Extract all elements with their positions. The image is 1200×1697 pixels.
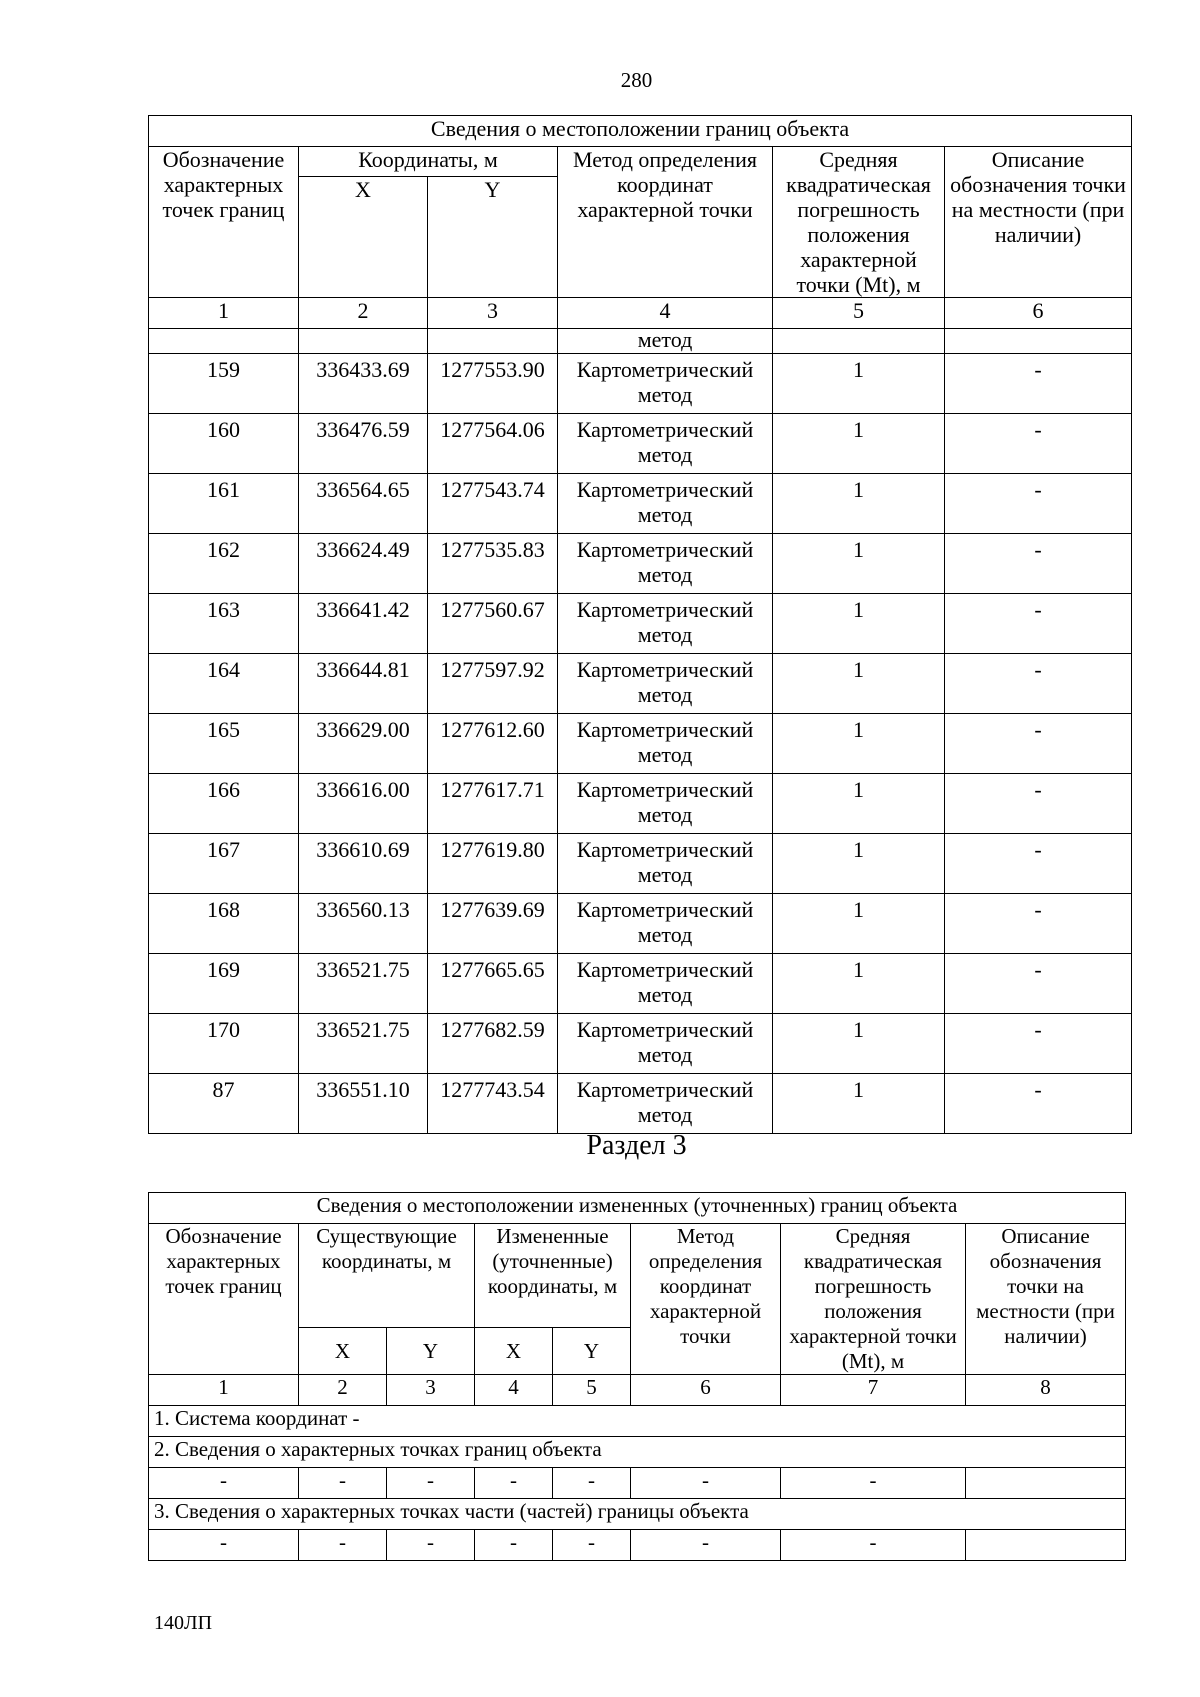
table-row [149, 954, 1132, 1014]
coord-x: 336551.10 [299, 1074, 428, 1134]
dash-cell: - [387, 1530, 475, 1561]
coord-x: 336433.69 [299, 354, 428, 414]
coord-x: 336644.81 [299, 654, 428, 714]
t2-header-x2: X [475, 1328, 553, 1375]
mt-value: 1 [773, 1074, 945, 1134]
frag-cell [945, 329, 1132, 354]
frag-cell [428, 329, 558, 354]
table-row [149, 594, 1132, 654]
dash-cell: - [299, 1468, 387, 1499]
method: Картометрический метод [558, 894, 773, 954]
dash-cell [966, 1530, 1126, 1561]
coord-x: 336624.49 [299, 534, 428, 594]
mt-value: 1 [773, 594, 945, 654]
frag-cell [149, 329, 299, 354]
t2-header-changed: Измененные (уточненные) координаты, м [475, 1224, 631, 1328]
coord-x: 336476.59 [299, 414, 428, 474]
point-id: 162 [149, 534, 299, 594]
t2-header-y2: Y [553, 1328, 631, 1375]
dash-cell [966, 1468, 1126, 1499]
method: Картометрический метод [558, 594, 773, 654]
dash-cell: - [475, 1468, 553, 1499]
description: - [945, 894, 1132, 954]
method: Картометрический метод [558, 954, 773, 1014]
dash-cell: - [149, 1530, 299, 1561]
table-row [149, 714, 1132, 774]
table-row [149, 774, 1132, 834]
t2-header-point-designation: Обозначение характерных точек границ [149, 1224, 299, 1375]
mt-value: 1 [773, 834, 945, 894]
mt-value: 1 [773, 954, 945, 1014]
table2-title: Сведения о местоположении измененных (уточненных) границ объекта [149, 1193, 1126, 1224]
point-id: 164 [149, 654, 299, 714]
header-y: Y [428, 177, 558, 298]
coord-y: 1277560.67 [428, 594, 558, 654]
column-number: 6 [945, 298, 1132, 329]
coord-y: 1277612.60 [428, 714, 558, 774]
point-id: 170 [149, 1014, 299, 1074]
coord-y: 1277617.71 [428, 774, 558, 834]
mt-value: 1 [773, 354, 945, 414]
table-row [149, 654, 1132, 714]
table-row [149, 834, 1132, 894]
dash-cell: - [631, 1468, 781, 1499]
coord-y: 1277665.65 [428, 954, 558, 1014]
method: Картометрический метод [558, 534, 773, 594]
description: - [945, 714, 1132, 774]
mt-value: 1 [773, 714, 945, 774]
coord-x: 336629.00 [299, 714, 428, 774]
footer-code: 140ЛП [154, 1612, 213, 1634]
column-number: 3 [387, 1375, 475, 1406]
dash-cell: - [553, 1530, 631, 1561]
coord-x: 336564.65 [299, 474, 428, 534]
t2-header-y1: Y [387, 1328, 475, 1375]
mt-value: 1 [773, 414, 945, 474]
header-x: X [299, 177, 428, 298]
table-row [149, 414, 1132, 474]
method: Картометрический метод [558, 654, 773, 714]
table-row [149, 534, 1132, 594]
method: Картометрический метод [558, 1014, 773, 1074]
method: Картометрический метод [558, 474, 773, 534]
t2-header-existing: Существующие координаты, м [299, 1224, 475, 1328]
t2-header-method: Метод определения координат характерной точки [631, 1224, 781, 1375]
table-row [149, 354, 1132, 414]
method: Картометрический метод [558, 414, 773, 474]
coord-x: 336560.13 [299, 894, 428, 954]
coord-x: 336616.00 [299, 774, 428, 834]
point-id: 161 [149, 474, 299, 534]
table-row [149, 474, 1132, 534]
row-parts-info: 3. Сведения о характерных точках части (частей) границы объекта [149, 1499, 1126, 1530]
column-number: 4 [558, 298, 773, 329]
description: - [945, 414, 1132, 474]
point-id: 169 [149, 954, 299, 1014]
mt-value: 1 [773, 1014, 945, 1074]
point-id: 163 [149, 594, 299, 654]
column-number: 2 [299, 1375, 387, 1406]
dash-cell: - [475, 1530, 553, 1561]
point-id: 160 [149, 414, 299, 474]
t2-header-mt: Средняя квадратическая погрешность положения характерной точки (Mt), м [781, 1224, 966, 1375]
description: - [945, 654, 1132, 714]
method: Картометрический метод [558, 1074, 773, 1134]
mt-value: 1 [773, 774, 945, 834]
frag-cell [773, 329, 945, 354]
description: - [945, 1014, 1132, 1074]
table1-title: Сведения о местоположении границ объекта [149, 116, 1132, 147]
coord-y: 1277597.92 [428, 654, 558, 714]
coord-x: 336521.75 [299, 1014, 428, 1074]
dash-cell: - [299, 1530, 387, 1561]
coord-x: 336641.42 [299, 594, 428, 654]
description: - [945, 534, 1132, 594]
dash-cell: - [553, 1468, 631, 1499]
coord-y: 1277619.80 [428, 834, 558, 894]
dash-cell: - [781, 1468, 966, 1499]
column-number: 1 [149, 298, 299, 329]
column-number: 5 [773, 298, 945, 329]
section-title: Раздел 3 [586, 1130, 687, 1161]
coord-y: 1277743.54 [428, 1074, 558, 1134]
description: - [945, 834, 1132, 894]
row-coord-system: 1. Система координат - [149, 1406, 1126, 1437]
column-number: 7 [781, 1375, 966, 1406]
description: - [945, 1074, 1132, 1134]
dash-cell: - [631, 1530, 781, 1561]
column-number: 2 [299, 298, 428, 329]
mt-value: 1 [773, 474, 945, 534]
point-id: 166 [149, 774, 299, 834]
row-points-info: 2. Сведения о характерных точках границ объекта [149, 1437, 1126, 1468]
dash-cell: - [781, 1530, 966, 1561]
column-number: 1 [149, 1375, 299, 1406]
t2-header-x1: X [299, 1328, 387, 1375]
coord-y: 1277543.74 [428, 474, 558, 534]
point-id: 168 [149, 894, 299, 954]
description: - [945, 594, 1132, 654]
header-description: Описание обозначения точки на местности (при наличии) [945, 147, 1132, 298]
point-id: 165 [149, 714, 299, 774]
column-number: 3 [428, 298, 558, 329]
header-mt: Средняя квадратическая погрешность положения характерной точки (Mt), м [773, 147, 945, 298]
method: Картометрический метод [558, 714, 773, 774]
description: - [945, 474, 1132, 534]
coord-y: 1277535.83 [428, 534, 558, 594]
mt-value: 1 [773, 894, 945, 954]
coord-x: 336610.69 [299, 834, 428, 894]
description: - [945, 774, 1132, 834]
frag-method: метод [558, 329, 773, 354]
table-row [149, 1014, 1132, 1074]
t2-header-description: Описание обозначения точки на местности (при наличии) [966, 1224, 1126, 1375]
header-coordinates: Координаты, м [299, 147, 558, 177]
coord-y: 1277564.06 [428, 414, 558, 474]
coord-y: 1277682.59 [428, 1014, 558, 1074]
coord-x: 336521.75 [299, 954, 428, 1014]
boundary-table [148, 115, 1132, 1134]
mt-value: 1 [773, 654, 945, 714]
column-number: 6 [631, 1375, 781, 1406]
description: - [945, 954, 1132, 1014]
dash-cell: - [149, 1468, 299, 1499]
header-point-designation: Обозначение характерных точек границ [149, 147, 299, 298]
column-number: 8 [966, 1375, 1126, 1406]
table-row [149, 894, 1132, 954]
description: - [945, 354, 1132, 414]
changed-boundary-table [148, 1192, 1126, 1561]
mt-value: 1 [773, 534, 945, 594]
column-number: 4 [475, 1375, 553, 1406]
method: Картометрический метод [558, 834, 773, 894]
dash-cell: - [387, 1468, 475, 1499]
table-row [149, 1074, 1132, 1134]
point-id: 159 [149, 354, 299, 414]
coord-y: 1277553.90 [428, 354, 558, 414]
method: Картометрический метод [558, 774, 773, 834]
page-number: 280 [620, 68, 653, 92]
point-id: 87 [149, 1074, 299, 1134]
method: Картометрический метод [558, 354, 773, 414]
header-method: Метод определения координат характерной точки [558, 147, 773, 298]
column-number: 5 [553, 1375, 631, 1406]
frag-cell [299, 329, 428, 354]
point-id: 167 [149, 834, 299, 894]
coord-y: 1277639.69 [428, 894, 558, 954]
